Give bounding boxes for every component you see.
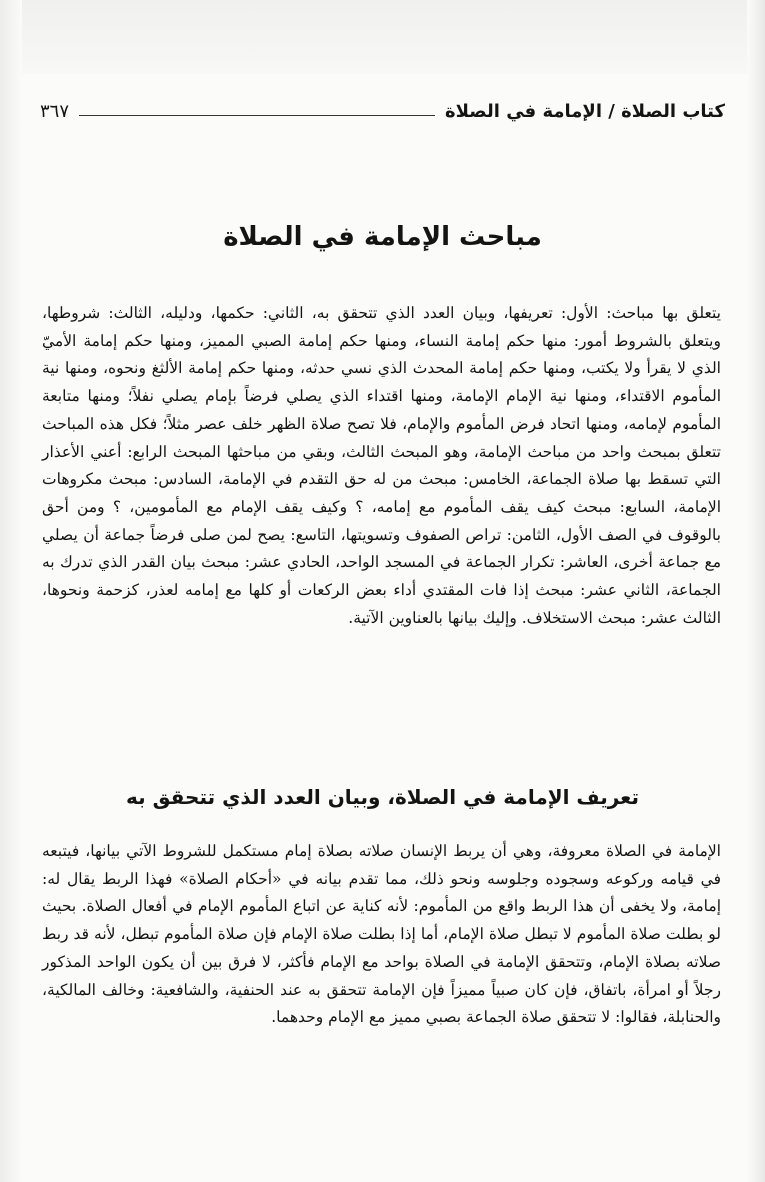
intro-paragraph: يتعلق بها مباحث: الأول: تعريفها، وبيان العدد الذي تتحقق به، الثاني: حكمها، ودليله، الثالث: شروطها، ويتعلق بالشروط أمور: منها حكم إمامة النساء، ومنها حكم إمامة الصبي المميز، ومنها حكم إمامة الأميّ الذي لا يقرأ ولا يكتب، ومنها حكم إمامة المحدث الذي نسي حدثه، ومنها حكم إمامة الألثغ ونحوه، ومنها نية المأموم الاقتداء، ومنها نية الإمام الإمامة، ومنها اقتداء الذي يصلي فرضاً بإمام يصلي نفلاً؛ ومنها متابعة المأموم لإمامه، ومنها اتحاد فرض المأموم والإمام، فلا تصح صلاة الظهر خلف عصر مثلاً؛ فكل هذه المباحث تتعلق بمبحث واحد من مباحث الإمامة، وهو المبحث الثالث، وبقي من مباحثها المبحث الرابع: أعني الأعذار التي تسقط بها صلاة الجماعة، الخامس: مبحث من له حق التقدم في الإمامة، السادس: مبحث مكروهات الإمامة، السابع: مبحث كيف يقف المأموم مع إمامه، ؟ وكيف يقف الإمام مع المأمومين، ؟ ومن أحق بالوقوف في الصف الأول، الثامن: تراص الصفوف وتسويتها، التاسع: يصح لمن صلى فرضاً جماعة أن يصلي مع جماعة أخرى، العاشر: تكرار الجماعة في المسجد الواحد، الحادي عشر: مبحث بيان القدر الذي تدرك به الجماعة، الثاني عشر: مبحث إذا فات المقتدي أداء بعض الركعات أو كلها مع إمامه لعذر، كزحمة ونحوها، الثالث عشر: مبحث الاستخلاف. وإليك بيانها بالعناوين الآتية. — [42, 304, 721, 627]
scan-border-top — [0, 0, 765, 74]
chapter-title: مباحث الإمامة في الصلاة — [223, 222, 542, 252]
page-number: ٣٦٧ — [40, 101, 70, 122]
header-rule — [79, 115, 435, 116]
section-heading: تعريف الإمامة في الصلاة، وبيان العدد الذي تتحقق به — [126, 785, 639, 809]
scan-border-right — [747, 0, 765, 1182]
page-header — [40, 92, 725, 122]
scan-border-left — [0, 0, 22, 1182]
running-title: كتاب الصلاة / الإمامة في الصلاة — [444, 101, 725, 122]
definition-paragraph: الإمامة في الصلاة معروفة، وهي أن يربط الإنسان صلاته بصلاة إمام مستكمل للشروط الآتي بيانها، فيتبعه في قيامه وركوعه وسجوده وجلوسه ونحو ذلك، مما تقدم بيانه في «أحكام الصلاة» فهذا الربط يقال له: إمامة، ولا يخفى أن هذا الربط واقع من المأموم: لأنه كناية عن اتباع المأموم الإمام في أفعال الصلاة. بحيث لو بطلت صلاة المأموم لا تبطل صلاة الإمام، أما إذا بطلت صلاة الإمام فإن صلاة المأموم تبطل، لأنه قد ربط صلاته بصلاة الإمام، وتتحقق الإمامة في الصلاة بواحد مع الإمام فأكثر، لا فرق بين أن يكون الواحد المذكور رجلاً أو امرأة، باتفاق، فإن كان صبياً مميزاً فإن الإمامة تتحقق به عند الحنفية، والشافعية: وخالف المالكية، والحنابلة، فقالوا: لا تتحقق صلاة الجماعة بصبي مميز مع الإمام وحدهما. — [42, 842, 721, 1027]
